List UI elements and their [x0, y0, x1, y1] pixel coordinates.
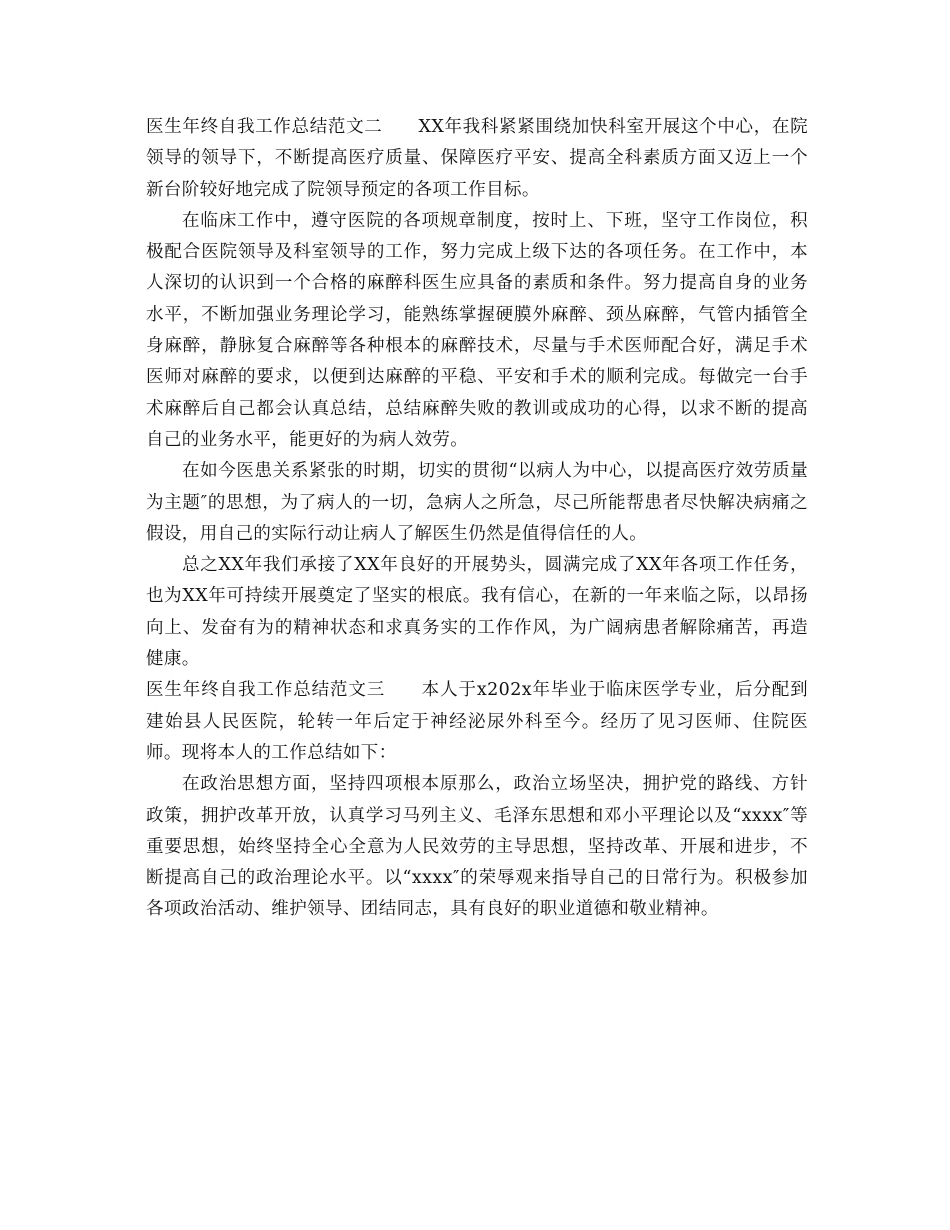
- document-body: [146, 112, 808, 926]
- section-3-paragraph-1: 本人于x202x年毕业于临床医学专业，后分配到建始县人民医院，轮转一年后定于神经泌尿外科至今。经历了见习医师、住院医师。现将本人的工作总结如下：: [146, 680, 808, 763]
- section-3-intro: [146, 675, 808, 769]
- section-2-paragraph-3: 在如今医患关系紧张的时期，切实的贯彻“以病人为中心，以提高医疗效劳质量为主题″的思想，为了病人的一切，急病人之所急，尽己所能帮患者尽快解决病痛之假设，用自己的实际行动让病人了解医生仍然是值得信任的人。: [146, 461, 808, 544]
- section-3-paragraph-2: 在政治思想方面，坚持四项根本原那么，政治立场坚决，拥护党的路线、方针政策，拥护改革开放，认真学习马列主义、毛泽东思想和邓小平理论以及“xxxx″等重要思想，始终坚持全心全意为人民效劳的主导思想，坚持改革、开展和进步，不断提高自己的政治理论水平。以“xxxx″的荣辱观来指导自己的日常行为。积极参加各项政治活动、维护领导、团结同志，具有良好的职业道德和敬业精神。: [146, 774, 808, 920]
- section-2-paragraph-4: 总之XX年我们承接了XX年良好的开展势头，圆满完成了XX年各项工作任务，也为XX年可持续开展奠定了坚实的根底。我有信心，在新的一年来临之际，以昂扬向上、发奋有为的精神状态和求真务实的工作作风，为广阔病患者解除痛苦，再造健康。: [146, 555, 808, 670]
- section-2-heading: 医生年终自我工作总结范文二: [146, 117, 383, 137]
- section-2-paragraph-1: XX年我科紧紧围绕加快科室开展这个中心，在院领导的领导下，不断提高医疗质量、保障医疗平安、提高全科素质方面又迈上一个新台阶较好地完成了院领导预定的各项工作目标。: [146, 117, 809, 200]
- section-2-intro: [146, 112, 808, 206]
- section-3-heading: 医生年终自我工作总结范文三: [146, 680, 386, 701]
- section-2-paragraph-2: 在临床工作中，遵守医院的各项规章制度，按时上、下班，坚守工作岗位，积极配合医院领导及科室领导的工作，努力完成上级下达的各项任务。在工作中，本人深切的认识到一个合格的麻醉科医生应具备的素质和条件。努力提高自身的业务水平，不断加强业务理论学习，能熟练掌握硬膜外麻醉、颈丛麻醉，气管内插管全身麻醉，静脉复合麻醉等各种根本的麻醉技术，尽量与手术医师配合好，满足手术医师对麻醉的要求，以便到达麻醉的平稳、平安和手术的顺利完成。每做完一台手术麻醉后自己都会认真总结，总结麻醉失败的教训或成功的心得，以求不断的提高自己的业务水平，能更好的为病人效劳。: [146, 210, 808, 450]
